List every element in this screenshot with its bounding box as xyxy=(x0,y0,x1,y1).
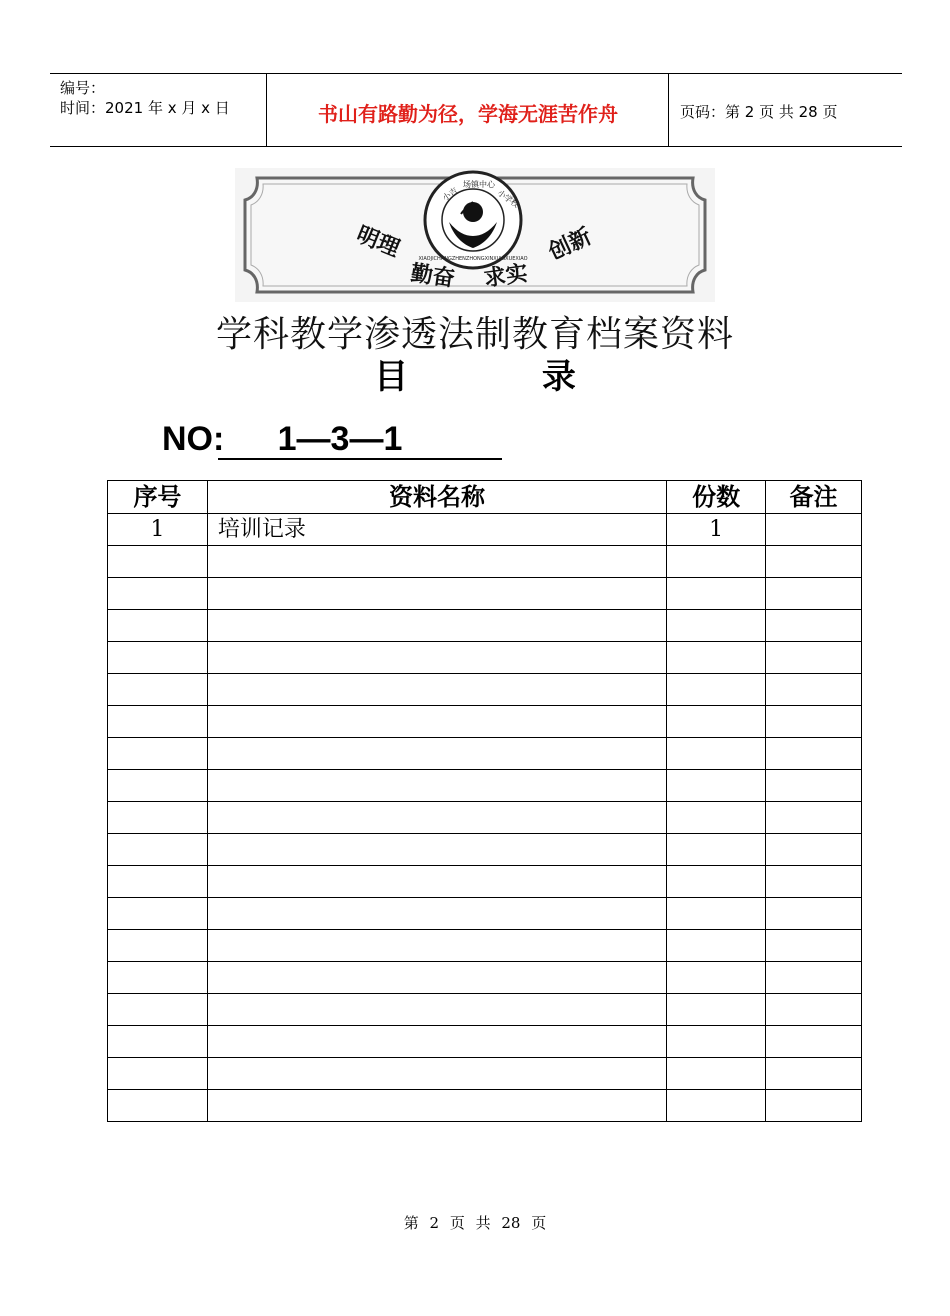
slogan-1: 明理 xyxy=(352,222,403,263)
header-count: 份数 xyxy=(667,481,766,514)
cell-count xyxy=(667,802,766,834)
table-row xyxy=(108,674,862,706)
cell-count xyxy=(667,1026,766,1058)
cell-serial xyxy=(108,834,208,866)
cell-remarks xyxy=(766,642,862,674)
cell-name xyxy=(207,738,666,770)
number-value: 1—3—1 xyxy=(218,420,502,460)
table-row xyxy=(108,706,862,738)
cell-remarks xyxy=(766,898,862,930)
motto: 书山有路勤为径，学海无涯苦作舟 xyxy=(318,102,618,126)
cell-count xyxy=(667,834,766,866)
cell-count xyxy=(667,898,766,930)
table-row xyxy=(108,738,862,770)
cell-serial xyxy=(108,706,208,738)
table-row xyxy=(108,866,862,898)
cell-name xyxy=(207,930,666,962)
cell-count xyxy=(667,770,766,802)
table-row xyxy=(108,642,862,674)
cell-remarks xyxy=(766,1026,862,1058)
cell-serial: 1 xyxy=(108,514,208,546)
cell-remarks xyxy=(766,994,862,1026)
cell-name xyxy=(207,674,666,706)
cell-serial xyxy=(108,898,208,930)
table-row xyxy=(108,898,862,930)
cell-serial xyxy=(108,1058,208,1090)
cell-count xyxy=(667,674,766,706)
cell-name xyxy=(207,866,666,898)
cell-serial xyxy=(108,866,208,898)
cell-name xyxy=(207,962,666,994)
cell-count xyxy=(667,866,766,898)
slogan-4: 创新 xyxy=(544,224,596,266)
header-name: 资料名称 xyxy=(207,481,666,514)
number-label: NO: xyxy=(162,420,225,458)
header-divider-right xyxy=(668,73,669,147)
page-info: 页码：第 2 页 共 28 页 xyxy=(680,103,838,121)
cell-serial xyxy=(108,1090,208,1122)
header-divider-left xyxy=(266,73,267,147)
header-remarks: 备注 xyxy=(766,481,862,514)
cell-remarks xyxy=(766,738,862,770)
cell-serial xyxy=(108,962,208,994)
cell-serial xyxy=(108,546,208,578)
cell-remarks xyxy=(766,1090,862,1122)
code-label: 编号： xyxy=(60,79,106,97)
toc-title-char-1: 目 xyxy=(374,357,409,397)
cell-serial xyxy=(108,578,208,610)
cell-count xyxy=(667,706,766,738)
cell-name xyxy=(207,898,666,930)
svg-text:XIAOJICHANGZHENZHONGXINXIAOXUE: XIAOJICHANGZHENZHONGXINXIAOXUEXIAO xyxy=(418,256,528,262)
cell-count xyxy=(667,962,766,994)
cell-serial xyxy=(108,642,208,674)
cell-count xyxy=(667,546,766,578)
slogan-3: 求实 xyxy=(482,261,530,292)
time-label: 时间：2021 年 x 月 x 日 xyxy=(60,99,230,117)
cell-name xyxy=(207,546,666,578)
cell-count xyxy=(667,738,766,770)
footer-page-number: 第 2 页 共 28 页 xyxy=(403,1214,547,1232)
table-row xyxy=(108,1026,862,1058)
cell-serial xyxy=(108,802,208,834)
header-serial: 序号 xyxy=(108,481,208,514)
cell-name: 培训记录 xyxy=(207,514,666,546)
toc-title-char-2: 录 xyxy=(541,357,576,397)
cell-serial xyxy=(108,738,208,770)
cell-name xyxy=(207,642,666,674)
cell-remarks xyxy=(766,546,862,578)
cell-name xyxy=(207,994,666,1026)
toc-title xyxy=(0,349,950,398)
cell-name xyxy=(207,1026,666,1058)
cell-name xyxy=(207,610,666,642)
cell-name xyxy=(207,802,666,834)
cell-remarks xyxy=(766,930,862,962)
document-title: 学科教学渗透法制教育档案资料 xyxy=(215,314,734,355)
table-row xyxy=(108,962,862,994)
svg-text:场镇中心: 场镇中心 xyxy=(463,180,495,189)
table-row xyxy=(108,1058,862,1090)
header-bottom-rule xyxy=(50,146,902,147)
table-row xyxy=(108,994,862,1026)
cell-remarks xyxy=(766,610,862,642)
cell-count xyxy=(667,610,766,642)
table-row xyxy=(108,1090,862,1122)
cell-count xyxy=(667,930,766,962)
table-row xyxy=(108,546,862,578)
svg-text:小学校: 小学校 xyxy=(495,188,521,210)
cell-remarks xyxy=(766,674,862,706)
table-row xyxy=(108,770,862,802)
slogan-2: 勤奋 xyxy=(409,261,457,293)
table-row xyxy=(108,930,862,962)
table-header-row xyxy=(108,481,862,514)
cell-serial xyxy=(108,610,208,642)
cell-serial xyxy=(108,1026,208,1058)
cell-remarks xyxy=(766,578,862,610)
cell-remarks xyxy=(766,706,862,738)
cell-count xyxy=(667,642,766,674)
table-body xyxy=(108,514,862,1122)
cell-remarks xyxy=(766,834,862,866)
cell-name xyxy=(207,706,666,738)
cell-remarks xyxy=(766,1058,862,1090)
cell-serial xyxy=(108,930,208,962)
table-row xyxy=(108,802,862,834)
cell-count: 1 xyxy=(667,514,766,546)
cell-count xyxy=(667,578,766,610)
cell-serial xyxy=(108,770,208,802)
cell-name xyxy=(207,770,666,802)
table-row xyxy=(108,610,862,642)
table-row xyxy=(108,578,862,610)
cell-serial xyxy=(108,674,208,706)
contents-table xyxy=(107,480,862,1122)
cell-name xyxy=(207,1090,666,1122)
cell-serial xyxy=(108,994,208,1026)
cell-name xyxy=(207,834,666,866)
cell-count xyxy=(667,1090,766,1122)
cell-count xyxy=(667,994,766,1026)
cell-remarks xyxy=(766,514,862,546)
header-top-rule xyxy=(50,73,902,74)
school-emblem-banner xyxy=(235,168,715,302)
table-row xyxy=(108,834,862,866)
cell-remarks xyxy=(766,866,862,898)
cell-name xyxy=(207,1058,666,1090)
cell-name xyxy=(207,578,666,610)
cell-count xyxy=(667,1058,766,1090)
cell-remarks xyxy=(766,770,862,802)
svg-text:小吉: 小吉 xyxy=(440,186,460,203)
table-row xyxy=(108,514,862,546)
cell-remarks xyxy=(766,962,862,994)
cell-remarks xyxy=(766,802,862,834)
